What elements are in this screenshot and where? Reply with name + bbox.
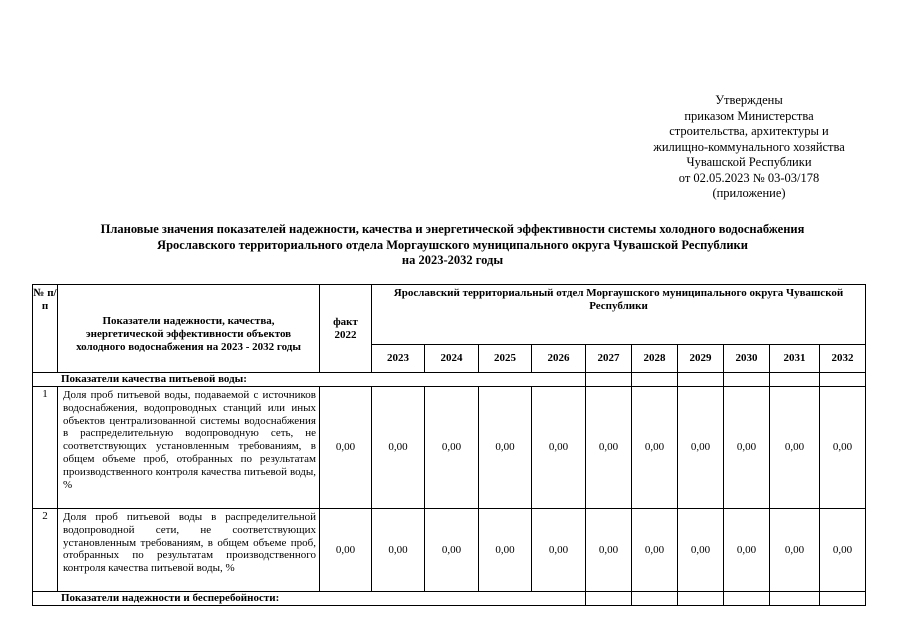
row-number: 1: [33, 387, 58, 509]
approval-line: жилищно-коммунального хозяйства: [653, 139, 845, 154]
row-value: 0,00: [425, 387, 479, 509]
approval-line: Утверждены: [715, 93, 783, 107]
row-value: 0,00: [425, 509, 479, 592]
row-value: 0,00: [372, 509, 425, 592]
section-title: Показатели надежности и бесперебойности:: [33, 592, 586, 606]
row-value: 0,00: [770, 509, 820, 592]
document-title: [20, 222, 885, 269]
approval-line: Чувашской Республики: [686, 155, 812, 169]
indicators-table: [32, 284, 866, 606]
table-row: [33, 509, 866, 592]
row-value: 0,00: [770, 387, 820, 509]
header-group: Ярославский территориальный отдел Моргаушского муниципального округа Чувашской Республики: [372, 285, 866, 345]
header-year: 2029: [678, 345, 724, 373]
section-row: [33, 592, 866, 606]
header-year: 2025: [479, 345, 532, 373]
row-value: 0,00: [678, 387, 724, 509]
approval-line: (приложение): [712, 186, 786, 200]
title-line: Ярославского территориального отдела Моргаушского муниципального округа Чувашской Республики: [157, 237, 748, 252]
approval-line: от 02.05.2023 № 03-03/178: [678, 170, 820, 185]
row-value: 0,00: [678, 509, 724, 592]
row-value: 0,00: [532, 509, 586, 592]
header-indicator: Показатели надежности, качества, энергетической эффективности объектов холодного водоснабжения на 2023 - 2032 годы: [58, 285, 320, 373]
row-value: 0,00: [479, 387, 532, 509]
header-year: 2024: [425, 345, 479, 373]
header-year: 2028: [632, 345, 678, 373]
row-value: 0,00: [479, 509, 532, 592]
section-title: Показатели качества питьевой воды:: [33, 373, 586, 387]
row-value: 0,00: [372, 387, 425, 509]
row-fact: 0,00: [320, 509, 372, 592]
row-indicator: Доля проб питьевой воды в распределительной водопроводной сети, не соответствующих установленным требованиям, в общем объеме проб, отобранных по результатам производственного контроля качества питьевой воды, %: [58, 509, 320, 592]
row-value: 0,00: [632, 387, 678, 509]
header-year: 2030: [724, 345, 770, 373]
header-year: 2032: [820, 345, 866, 373]
row-value: 0,00: [820, 387, 866, 509]
row-value: 0,00: [586, 387, 632, 509]
row-value: 0,00: [820, 509, 866, 592]
header-year: 2023: [372, 345, 425, 373]
row-value: 0,00: [532, 387, 586, 509]
header-year: 2031: [770, 345, 820, 373]
header-year: 2027: [586, 345, 632, 373]
approval-line: строительства, архитектуры и: [669, 124, 829, 138]
row-value: 0,00: [586, 509, 632, 592]
header-fact: факт 2022: [320, 285, 372, 373]
title-line: Плановые значения показателей надежности, качества и энергетической эффективности системы холодного водоснабжения: [100, 222, 805, 236]
title-line: на 2023-2032 годы: [401, 253, 504, 267]
row-value: 0,00: [724, 387, 770, 509]
approval-block: [600, 93, 898, 202]
row-value: 0,00: [724, 509, 770, 592]
row-number: 2: [33, 509, 58, 592]
row-indicator: Доля проб питьевой воды, подаваемой с источников водоснабжения, водопроводных станций или иных объектов централизованной системы водоснабжения в распределительную водопроводную сеть, не соответствующих установленным требованиям, в общем объеме проб, отобранных по результатам производственного контроля качества питьевой воды, %: [58, 387, 320, 509]
row-value: 0,00: [632, 509, 678, 592]
row-fact: 0,00: [320, 387, 372, 509]
table-row: [33, 387, 866, 509]
approval-line: приказом Министерства: [684, 108, 814, 123]
section-row: [33, 373, 866, 387]
header-num: № п/п: [33, 285, 58, 373]
header-year: 2026: [532, 345, 586, 373]
